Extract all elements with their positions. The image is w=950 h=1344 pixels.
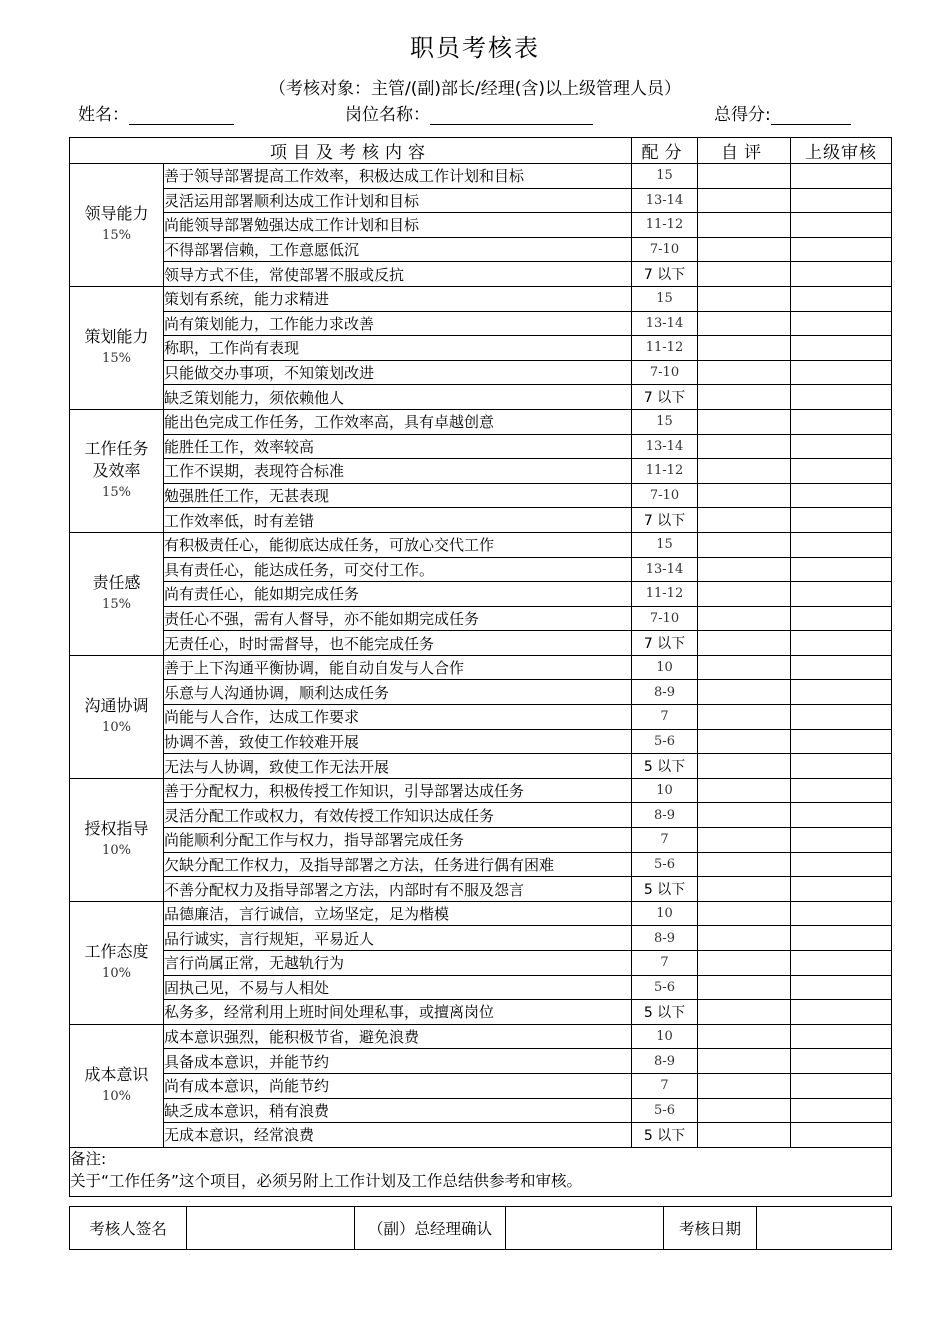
self-eval-cell[interactable]: [698, 237, 791, 262]
table-row: [70, 434, 892, 459]
criterion-score: 7: [632, 705, 698, 730]
superior-review-cell[interactable]: [791, 852, 892, 877]
category-cell: [70, 286, 164, 409]
superior-review-cell[interactable]: [791, 508, 892, 533]
table-row: [70, 901, 892, 926]
criterion-description: 称职，工作尚有表现: [164, 336, 632, 361]
category-cell: [70, 655, 164, 778]
assessment-date-label: 考核日期: [664, 1207, 757, 1250]
table-row: [70, 286, 892, 311]
self-eval-cell[interactable]: [698, 582, 791, 607]
superior-review-cell[interactable]: [791, 582, 892, 607]
name-field: [78, 100, 234, 125]
gm-confirm-input[interactable]: [506, 1207, 664, 1250]
self-eval-cell[interactable]: [698, 311, 791, 336]
criterion-description: 灵活运用部署顺利达成工作计划和目标: [164, 188, 632, 213]
name-label: 姓名：: [78, 105, 129, 125]
self-eval-cell[interactable]: [698, 360, 791, 385]
criterion-score: 13-14: [632, 557, 698, 582]
post-input-line[interactable]: [430, 106, 593, 125]
criterion-score: 10: [632, 655, 698, 680]
criterion-score: 7-10: [632, 483, 698, 508]
superior-review-cell[interactable]: [791, 926, 892, 951]
category-weight: 10%: [102, 842, 131, 858]
category-name: 责任感: [92, 572, 141, 592]
criterion-description: 能出色完成工作任务，工作效率高，具有卓越创意: [164, 409, 632, 434]
self-eval-cell[interactable]: [698, 852, 791, 877]
self-eval-cell[interactable]: [698, 459, 791, 484]
self-eval-cell[interactable]: [698, 434, 791, 459]
criterion-score: 5 以下: [632, 1123, 698, 1148]
self-eval-cell[interactable]: [698, 1024, 791, 1049]
superior-review-cell[interactable]: [791, 705, 892, 730]
table-row: [70, 1049, 892, 1074]
superior-review-cell[interactable]: [791, 975, 892, 1000]
assessment-date-input[interactable]: [757, 1207, 892, 1250]
assessment-table-body: [70, 164, 892, 1148]
category-name: 策划能力: [84, 326, 149, 346]
table-row: [70, 729, 892, 754]
criterion-description: 领导方式不佳，常使部署不服或反抗: [164, 262, 632, 287]
table-row: [70, 532, 892, 557]
table-row: [70, 852, 892, 877]
criterion-score: 5 以下: [632, 754, 698, 779]
criterion-score: 7: [632, 951, 698, 976]
table-row: [70, 557, 892, 582]
criterion-description: 尚有成本意识，尚能节约: [164, 1073, 632, 1098]
criterion-score: 8-9: [632, 680, 698, 705]
criterion-description: 善于分配权力，积极传授工作知识，引导部署达成任务: [164, 778, 632, 803]
criterion-score: 10: [632, 901, 698, 926]
criterion-description: 乐意与人沟通协调，顺利达成任务: [164, 680, 632, 705]
criterion-score: 11-12: [632, 582, 698, 607]
criterion-description: 品德廉洁，言行诚信，立场坚定，足为楷模: [164, 901, 632, 926]
assessor-signature-label: 考核人签名: [70, 1207, 187, 1250]
self-eval-cell[interactable]: [698, 951, 791, 976]
notes-text: 关于“工作任务”这个项目，必须另附上工作计划及工作总结供参考和审核。: [70, 1171, 583, 1190]
self-eval-cell[interactable]: [698, 803, 791, 828]
self-eval-cell[interactable]: [698, 655, 791, 680]
self-eval-cell[interactable]: [698, 385, 791, 410]
self-eval-cell[interactable]: [698, 262, 791, 287]
criterion-score: 15: [632, 532, 698, 557]
self-eval-cell[interactable]: [698, 754, 791, 779]
criterion-score: 7: [632, 828, 698, 853]
table-row: [70, 1000, 892, 1025]
self-eval-cell[interactable]: [698, 828, 791, 853]
criterion-description: 尚能与人合作，达成工作要求: [164, 705, 632, 730]
criterion-description: 善于领导部署提高工作效率，积极达成工作计划和目标: [164, 164, 632, 189]
self-eval-cell[interactable]: [698, 188, 791, 213]
table-row: [70, 311, 892, 336]
superior-review-cell[interactable]: [791, 606, 892, 631]
category-name-line: 工作任务: [84, 438, 149, 458]
criterion-description: 无责任心，时时需督导，也不能完成任务: [164, 631, 632, 656]
superior-review-cell[interactable]: [791, 483, 892, 508]
superior-review-cell[interactable]: [791, 778, 892, 803]
table-row: [70, 164, 892, 189]
superior-review-cell[interactable]: [791, 1049, 892, 1074]
self-eval-cell[interactable]: [698, 680, 791, 705]
table-row: [70, 360, 892, 385]
table-row: [70, 1098, 892, 1123]
criterion-score: 7: [632, 1073, 698, 1098]
self-eval-cell[interactable]: [698, 409, 791, 434]
category-name: 授权指导: [84, 818, 149, 838]
header-content: 项目及考核内容: [70, 138, 632, 164]
superior-review-cell[interactable]: [791, 237, 892, 262]
category-name: 工作态度: [84, 941, 149, 961]
criterion-description: 工作不误期，表现符合标准: [164, 459, 632, 484]
self-eval-cell[interactable]: [698, 877, 791, 902]
criterion-description: 责任心不强，需有人督导，亦不能如期完成任务: [164, 606, 632, 631]
criterion-description: 灵活分配工作或权力，有效传授工作知识达成任务: [164, 803, 632, 828]
self-eval-cell[interactable]: [698, 729, 791, 754]
table-row: [70, 188, 892, 213]
total-score-label: 总得分:: [714, 105, 771, 125]
table-row: [70, 508, 892, 533]
criterion-description: 尚有责任心，能如期完成任务: [164, 582, 632, 607]
criterion-score: 5-6: [632, 729, 698, 754]
criterion-description: 品行诚实，言行规矩，平易近人: [164, 926, 632, 951]
superior-review-cell[interactable]: [791, 164, 892, 189]
form-title: 职员考核表: [410, 34, 540, 62]
self-eval-cell[interactable]: [698, 778, 791, 803]
post-label: 岗位名称：: [345, 105, 430, 125]
superior-review-cell[interactable]: [791, 1098, 892, 1123]
criterion-score: 10: [632, 1024, 698, 1049]
superior-review-cell[interactable]: [791, 385, 892, 410]
criterion-score: 11-12: [632, 336, 698, 361]
superior-review-cell[interactable]: [791, 754, 892, 779]
self-eval-cell[interactable]: [698, 164, 791, 189]
total-score-field: [714, 100, 851, 125]
criterion-description: 无成本意识，经常浪费: [164, 1123, 632, 1148]
superior-review-cell[interactable]: [791, 901, 892, 926]
self-eval-cell[interactable]: [698, 483, 791, 508]
criterion-score: 5-6: [632, 852, 698, 877]
table-row: [70, 459, 892, 484]
criterion-description: 善于上下沟通平衡协调，能自动自发与人合作: [164, 655, 632, 680]
category-cell: [70, 901, 164, 1024]
self-eval-cell[interactable]: [698, 286, 791, 311]
criterion-description: 勉强胜任工作，无甚表现: [164, 483, 632, 508]
superior-review-cell[interactable]: [791, 336, 892, 361]
post-field: [345, 100, 593, 125]
category-name: 沟通协调: [84, 695, 149, 715]
criterion-score: 7-10: [632, 237, 698, 262]
notes-label: 备注:: [70, 1149, 107, 1168]
criterion-description: 尚能顺利分配工作与权力，指导部署完成任务: [164, 828, 632, 853]
table-row: [70, 926, 892, 951]
criterion-description: 具有责任心，能达成任务，可交付工作。: [164, 557, 632, 582]
header-self-eval: 自评: [698, 138, 791, 164]
criterion-description: 言行尚属正常，无越轨行为: [164, 951, 632, 976]
superior-review-cell[interactable]: [791, 188, 892, 213]
superior-review-cell[interactable]: [791, 360, 892, 385]
superior-review-cell[interactable]: [791, 631, 892, 656]
criterion-description: 只能做交办事项，不知策划改进: [164, 360, 632, 385]
criterion-description: 成本意识强烈，能积极节省，避免浪费: [164, 1024, 632, 1049]
table-row: [70, 975, 892, 1000]
superior-review-cell[interactable]: [791, 557, 892, 582]
criterion-score: 5-6: [632, 1098, 698, 1123]
criterion-score: 7 以下: [632, 631, 698, 656]
category-cell: [70, 778, 164, 901]
superior-review-cell[interactable]: [791, 434, 892, 459]
self-eval-cell[interactable]: [698, 705, 791, 730]
category-cell: [70, 409, 164, 532]
gm-confirm-label: （副）总经理确认: [355, 1207, 506, 1250]
self-eval-cell[interactable]: [698, 631, 791, 656]
criterion-score: 7 以下: [632, 508, 698, 533]
criterion-score: 10: [632, 778, 698, 803]
criterion-score: 8-9: [632, 803, 698, 828]
superior-review-cell[interactable]: [791, 262, 892, 287]
assessment-table: [69, 137, 892, 1197]
criterion-score: 11-12: [632, 459, 698, 484]
criterion-description: 协调不善，致使工作较难开展: [164, 729, 632, 754]
superior-review-cell[interactable]: [791, 655, 892, 680]
superior-review-cell[interactable]: [791, 459, 892, 484]
table-row: [70, 483, 892, 508]
table-row: [70, 336, 892, 361]
superior-review-cell[interactable]: [791, 1000, 892, 1025]
table-row: [70, 631, 892, 656]
table-row: [70, 754, 892, 779]
self-eval-cell[interactable]: [698, 336, 791, 361]
category-weight: 10%: [102, 1088, 131, 1104]
superior-review-cell[interactable]: [791, 213, 892, 238]
criterion-score: 15: [632, 409, 698, 434]
self-eval-cell[interactable]: [698, 532, 791, 557]
category-cell: [70, 1024, 164, 1147]
table-row: [70, 828, 892, 853]
superior-review-cell[interactable]: [791, 1024, 892, 1049]
criterion-score: 7 以下: [632, 385, 698, 410]
category-name-line: 及效率: [92, 460, 141, 480]
criterion-description: 工作效率低，时有差错: [164, 508, 632, 533]
table-row: [70, 680, 892, 705]
category-weight: 15%: [102, 227, 131, 243]
header-score: 配分: [632, 138, 698, 164]
self-eval-cell[interactable]: [698, 1000, 791, 1025]
notes-cell: [70, 1147, 892, 1196]
superior-review-cell[interactable]: [791, 311, 892, 336]
criterion-score: 13-14: [632, 434, 698, 459]
self-eval-cell[interactable]: [698, 1073, 791, 1098]
self-eval-cell[interactable]: [698, 508, 791, 533]
criterion-score: 15: [632, 164, 698, 189]
criterion-description: 策划有系统，能力求精进: [164, 286, 632, 311]
header-superior-review: 上级审核: [791, 138, 892, 164]
table-row: [70, 262, 892, 287]
self-eval-cell[interactable]: [698, 926, 791, 951]
criterion-score: 15: [632, 286, 698, 311]
criterion-description: 不善分配权力及指导部署之方法，内部时有不服及怨言: [164, 877, 632, 902]
table-row: [70, 705, 892, 730]
criterion-description: 不得部署信赖，工作意愿低沉: [164, 237, 632, 262]
table-row: [70, 655, 892, 680]
assessor-signature-input[interactable]: [187, 1207, 355, 1250]
criterion-score: 7-10: [632, 606, 698, 631]
table-row: [70, 409, 892, 434]
criterion-description: 无法与人协调，致使工作无法开展: [164, 754, 632, 779]
table-row: [70, 778, 892, 803]
criterion-description: 具备成本意识，并能节约: [164, 1049, 632, 1074]
self-eval-cell[interactable]: [698, 901, 791, 926]
criterion-score: 13-14: [632, 188, 698, 213]
table-row: [70, 803, 892, 828]
criterion-description: 缺乏策划能力，须依赖他人: [164, 385, 632, 410]
table-row: [70, 582, 892, 607]
criterion-score: 7-10: [632, 360, 698, 385]
table-row: [70, 877, 892, 902]
superior-review-cell[interactable]: [791, 1073, 892, 1098]
category-weight: 15%: [102, 596, 131, 612]
table-row: [70, 237, 892, 262]
table-row: [70, 385, 892, 410]
category-cell: [70, 532, 164, 655]
category-weight: 10%: [102, 965, 131, 981]
criterion-description: 固执己见，不易与人相处: [164, 975, 632, 1000]
criterion-description: 能胜任工作，效率较高: [164, 434, 632, 459]
criterion-score: 13-14: [632, 311, 698, 336]
category-weight: 10%: [102, 719, 131, 735]
superior-review-cell[interactable]: [791, 532, 892, 557]
self-eval-cell[interactable]: [698, 1049, 791, 1074]
table-row: [70, 1024, 892, 1049]
criterion-description: 有积极责任心，能彻底达成任务，可放心交代工作: [164, 532, 632, 557]
category-cell: [70, 164, 164, 287]
criterion-score: 5 以下: [632, 877, 698, 902]
superior-review-cell[interactable]: [791, 803, 892, 828]
table-row: [70, 1123, 892, 1148]
superior-review-cell[interactable]: [791, 951, 892, 976]
total-score-input-line[interactable]: [771, 106, 851, 125]
superior-review-cell[interactable]: [791, 729, 892, 754]
table-row: [70, 1073, 892, 1098]
table-row: [70, 951, 892, 976]
form-subtitle: （考核对象：主管/(副)部长/经理(含)以上级管理人员）: [269, 79, 681, 99]
self-eval-cell[interactable]: [698, 557, 791, 582]
superior-review-cell[interactable]: [791, 828, 892, 853]
superior-review-cell[interactable]: [791, 409, 892, 434]
criterion-description: 私务多，经常利用上班时间处理私事，或擅离岗位: [164, 1000, 632, 1025]
table-row: [70, 213, 892, 238]
criterion-score: 5 以下: [632, 1000, 698, 1025]
category-weight: 15%: [102, 350, 131, 366]
superior-review-cell[interactable]: [791, 286, 892, 311]
criterion-description: 缺乏成本意识，稍有浪费: [164, 1098, 632, 1123]
self-eval-cell[interactable]: [698, 1123, 791, 1148]
superior-review-cell[interactable]: [791, 680, 892, 705]
superior-review-cell[interactable]: [791, 1123, 892, 1148]
criterion-score: 8-9: [632, 926, 698, 951]
criterion-score: 5-6: [632, 975, 698, 1000]
signature-table: [69, 1206, 892, 1250]
superior-review-cell[interactable]: [791, 877, 892, 902]
category-name: 成本意识: [84, 1064, 149, 1084]
criterion-description: 欠缺分配工作权力，及指导部署之方法，任务进行偶有困难: [164, 852, 632, 877]
criterion-description: 尚能领导部署勉强达成工作计划和目标: [164, 213, 632, 238]
criterion-description: 尚有策划能力，工作能力求改善: [164, 311, 632, 336]
self-eval-cell[interactable]: [698, 1098, 791, 1123]
criterion-score: 7 以下: [632, 262, 698, 287]
self-eval-cell[interactable]: [698, 213, 791, 238]
table-row: [70, 606, 892, 631]
self-eval-cell[interactable]: [698, 975, 791, 1000]
criterion-score: 11-12: [632, 213, 698, 238]
name-input-line[interactable]: [129, 106, 234, 125]
self-eval-cell[interactable]: [698, 606, 791, 631]
criterion-score: 8-9: [632, 1049, 698, 1074]
category-name: 领导能力: [84, 203, 149, 223]
category-weight: 15%: [102, 484, 131, 500]
